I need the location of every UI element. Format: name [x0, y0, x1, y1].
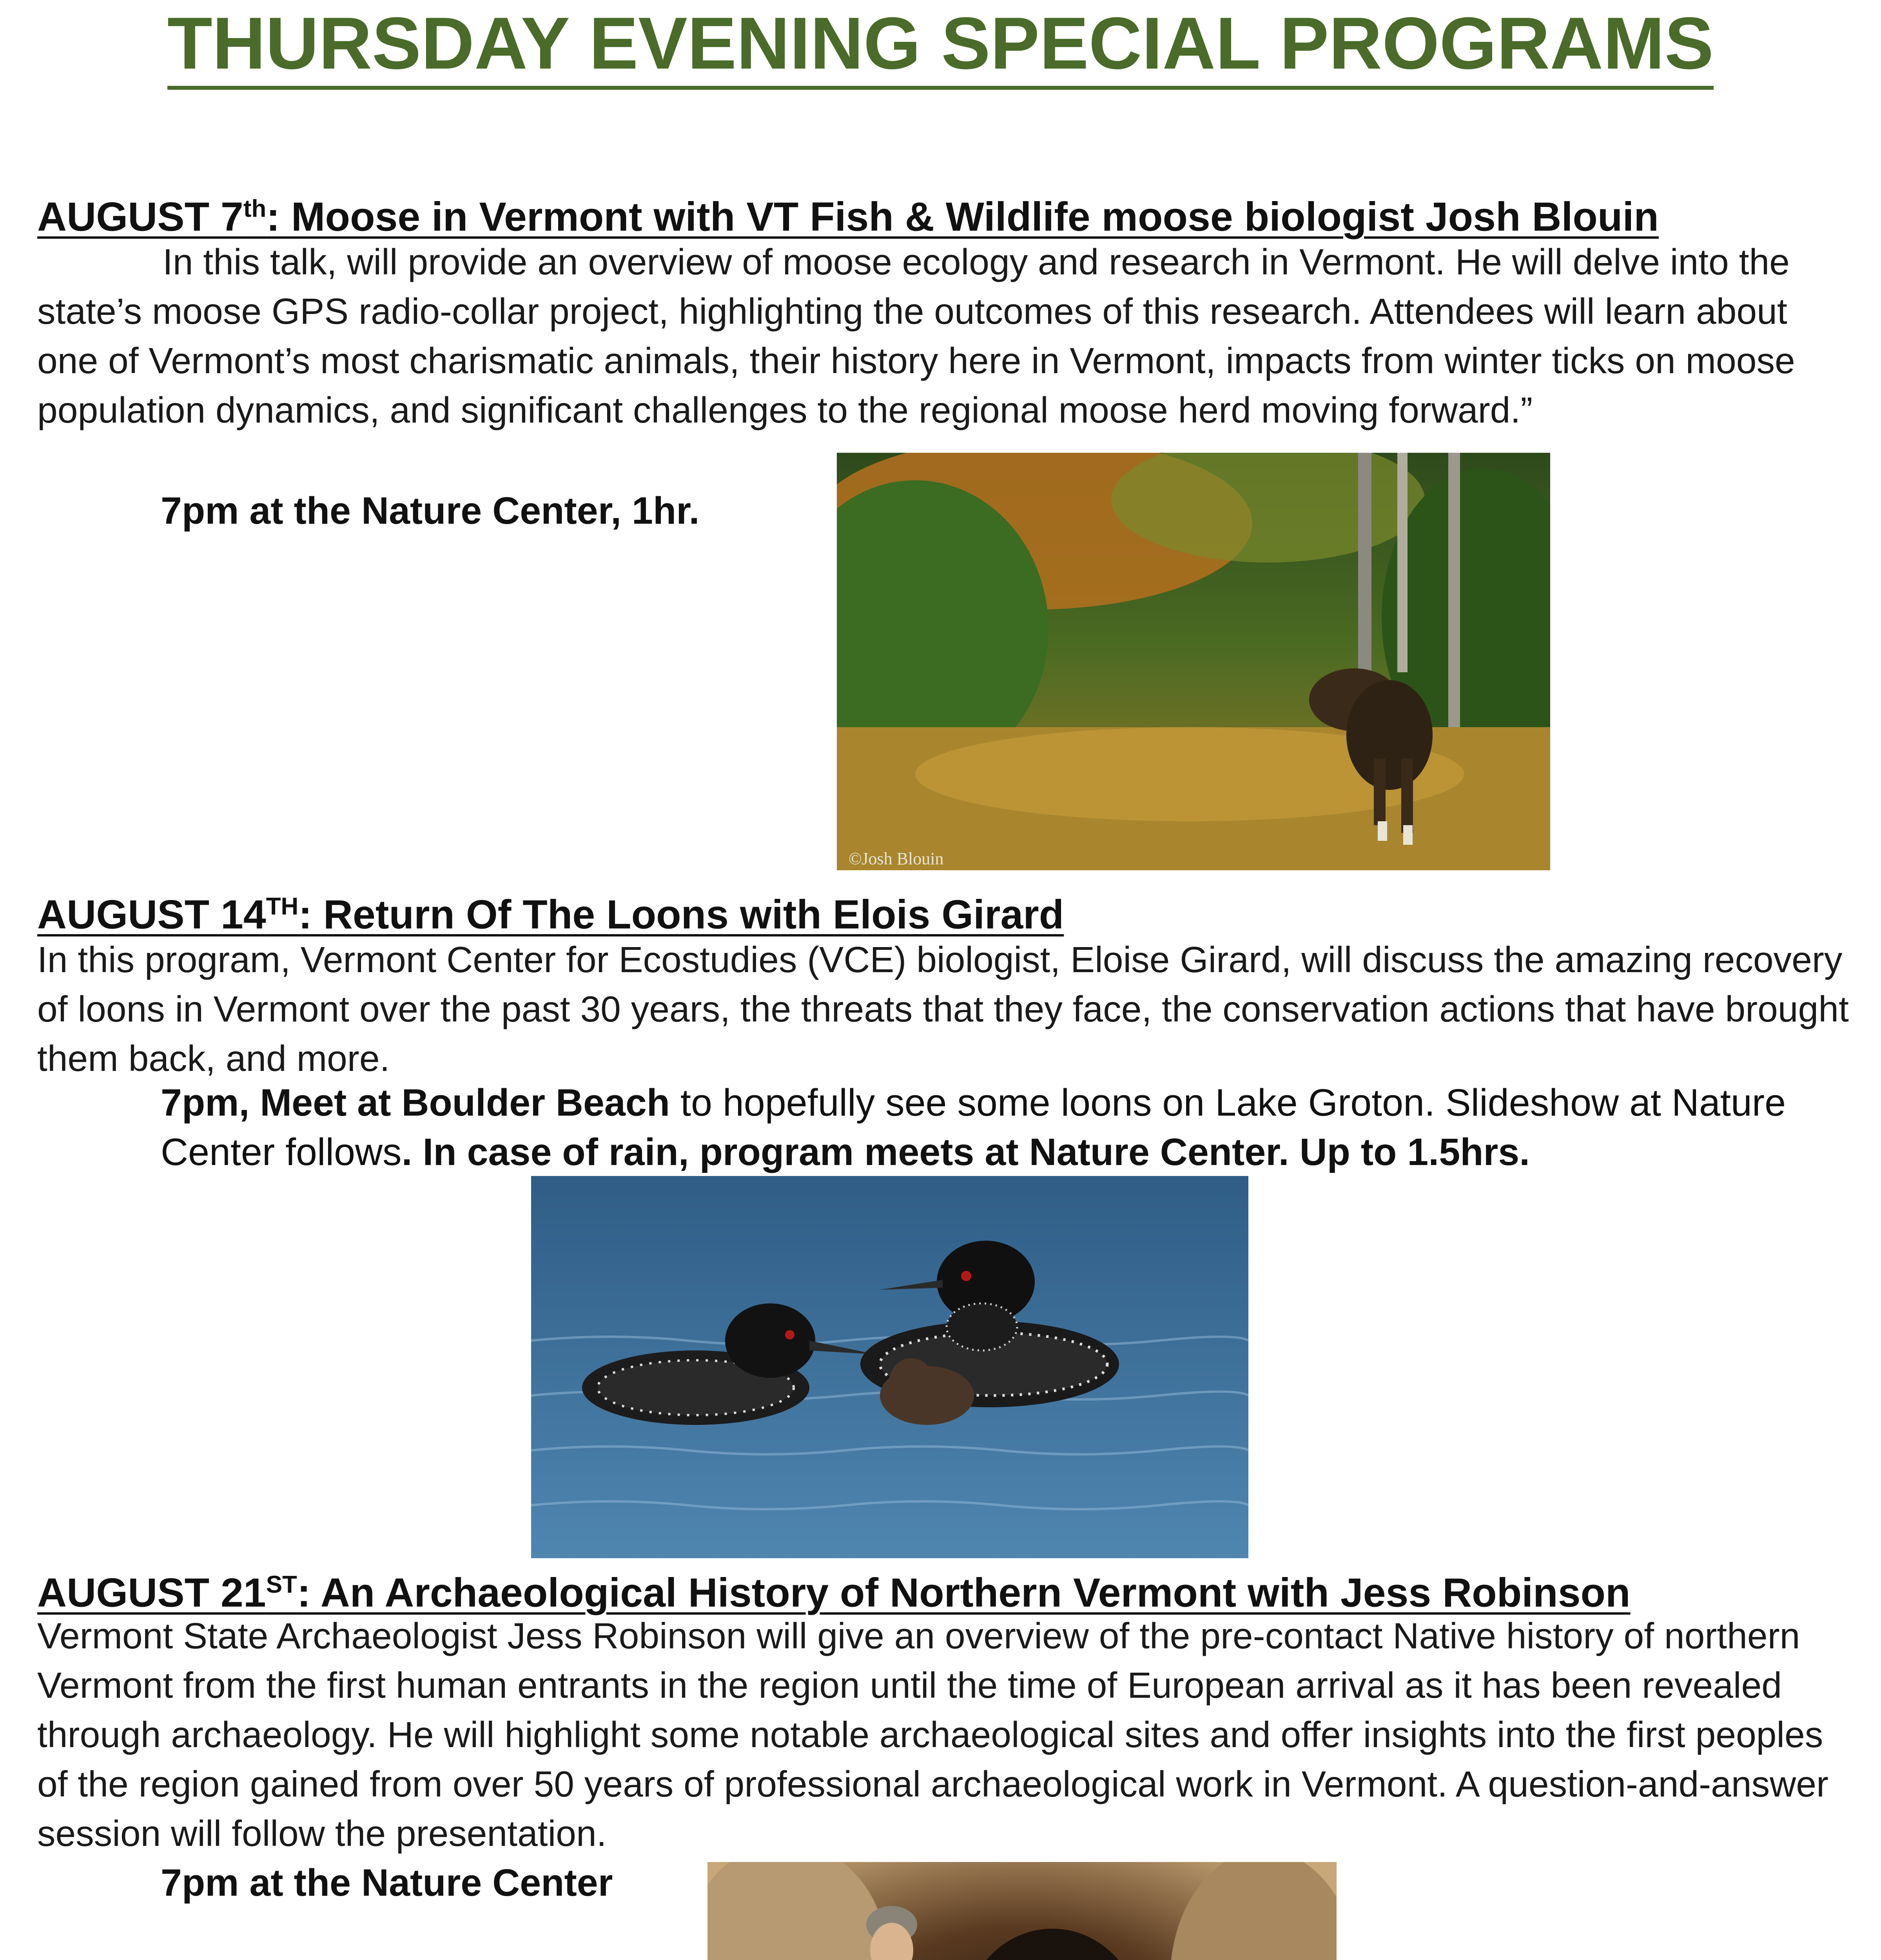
moose-photo — [837, 453, 1550, 870]
event-1-description: In this talk, will provide an overview of moose ecology and research in Vermont. He will delve into the state’s moose GPS radio-collar project, highlighting the outcomes of this research. Attendees will learn about one of Vermont’s most charismatic animals, their history here in Vermont, impacts from winter ticks on moose population dynamics, and significant challenges to the regional moose herd moving forward.” — [37, 241, 1795, 430]
page-title — [0, 4, 1881, 82]
event-3-date-suffix: ST — [266, 1571, 297, 1598]
event-1-heading — [37, 184, 1659, 242]
event-1-date-suffix: th — [243, 195, 267, 222]
loons-photo — [531, 1176, 1248, 1558]
cave-image — [707, 1862, 1337, 1960]
event-1-title: : Moose in Vermont with VT Fish & Wildlife moose biologist Josh Blouin — [266, 194, 1659, 240]
event-1-time: 7pm at the Nature Center, 1hr. — [161, 489, 700, 532]
loons-image — [531, 1176, 1248, 1558]
event-2-date-suffix: TH — [266, 893, 299, 920]
event-3-description: Vermont State Archaeologist Jess Robinson will give an overview of the pre-contact Native history of northern Vermont from the first human entrants in the region until the time of European arrival as it has been revealed through archaeology. He will highlight some notable archaeological sites and offer insights into the first peoples of the region gained from over 50 years of professional archaeological work in Vermont. A question-and-answer session will follow the presentation. — [37, 1615, 1828, 1854]
event-1-date: AUGUST 7 — [37, 194, 243, 240]
page-title-text: THURSDAY EVENING SPECIAL PROGRAMS — [167, 2, 1714, 90]
moose-image — [837, 453, 1550, 870]
event-3-time: 7pm at the Nature Center — [161, 1861, 613, 1904]
event-2-heading — [37, 882, 1064, 940]
event-2-title: : Return Of The Loons with Elois Girard — [298, 892, 1064, 938]
event-2-date: AUGUST 14 — [37, 892, 266, 938]
event-2-description: In this program, Vermont Center for Ecostudies (VCE) biologist, Eloise Girard, will discuss the amazing recovery of loons in Vermont over the past 30 years, the threats that they face, the conservation actions that have brought them back, and more. — [37, 939, 1849, 1079]
photo-credit: ©Josh Blouin — [849, 849, 944, 868]
event-3-heading — [37, 1560, 1631, 1618]
event-3-date: AUGUST 21 — [37, 1570, 266, 1616]
event-2-time: 7pm, Meet at Boulder Beach to hopefully see some loons on Lake Groton. Slideshow at Nature Center follows. In case of rain, program meets at Nature Center. Up to 1.5hrs. — [161, 1081, 1786, 1173]
cave-photo — [707, 1862, 1337, 1960]
event-3-title: : An Archaeological History of Northern Vermont with Jess Robinson — [297, 1570, 1631, 1616]
